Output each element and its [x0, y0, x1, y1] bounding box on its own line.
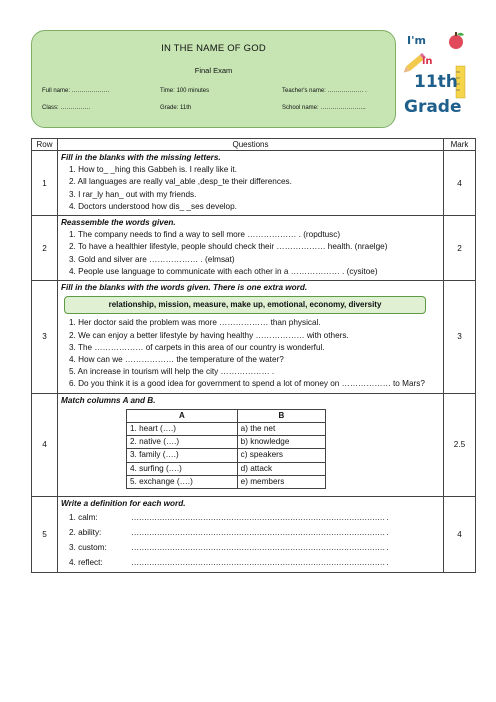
question-row-1 [32, 151, 476, 216]
mark-value: 2.5 [444, 393, 476, 496]
match-col-b-header: B [237, 409, 325, 422]
definition-row [61, 525, 440, 540]
question-title: Reassemble the words given. [61, 218, 176, 228]
row-number: 3 [32, 281, 58, 394]
match-a: 5. exchange (….) [127, 475, 238, 488]
questions-table [31, 138, 476, 573]
logo-line-1: I'm [407, 34, 426, 47]
question-item: 2. To have a healthier lifestyle, people should check their ……………… health. (nraelge) [69, 242, 388, 252]
match-a: 2. native (….) [127, 436, 238, 449]
questions-header: Questions [58, 139, 444, 151]
mark-value: 2 [444, 216, 476, 281]
question-item: 1. How to_ _hing this Gabbeh is. I really like it. [69, 165, 237, 175]
grade-logo [404, 30, 468, 126]
row-number: 1 [32, 151, 58, 216]
question-item: 4. How can we ……………… the temperature of the water? [69, 355, 284, 365]
full-name-field: Full name: ………………. [42, 88, 110, 94]
question-row-5 [32, 497, 476, 573]
question-item: 4. People use language to communicate with each other in a ……………… . (cysitoe) [69, 266, 378, 276]
match-a: 1. heart (….) [127, 423, 238, 436]
time-field: Time: 100 minutes [160, 88, 210, 94]
question-item: 6. Do you think it is a good idea for government to spend a lot of money on ……………… to Mars? [69, 379, 425, 389]
question-cell [58, 216, 444, 281]
table-header-row [32, 139, 476, 151]
question-item: 3. I rar_ly han_ out with my friends. [69, 189, 197, 199]
logo-line-3: 11th [414, 72, 458, 92]
question-item: 3. The ……………… of carpets in this area of our country is wonderful. [69, 342, 325, 352]
school-name-field: School name: ………………….. [282, 105, 366, 111]
match-table [126, 409, 326, 489]
question-cell [58, 497, 444, 573]
match-b: b) knowledge [237, 436, 325, 449]
teacher-name-field: Teacher's name: ……………… . [282, 88, 367, 94]
question-item: 5. An increase in tourism will help the city ……………… . [69, 367, 275, 377]
row-header: Row [32, 139, 58, 151]
match-a: 4. surfing (….) [127, 462, 238, 475]
definition-word: 4. reflect: [69, 557, 103, 567]
definition-word: 1. calm: [69, 512, 98, 522]
logo-line-2: in [422, 56, 433, 67]
definition-word: 3. custom: [69, 542, 107, 552]
question-title: Fill in the blanks with the missing letters. [61, 153, 221, 162]
match-b: d) attack [237, 462, 325, 475]
question-cell [58, 393, 444, 496]
match-col-a-header: A [127, 409, 238, 422]
match-b: e) members [237, 475, 325, 488]
question-item: 3. Gold and silver are ……………… . (elmsat) [69, 254, 235, 264]
match-b: c) speakers [237, 449, 325, 462]
answer-line: ……………………………………………………………………………………… . [131, 542, 389, 552]
header-title: IN THE NAME OF GOD [161, 43, 266, 54]
logo-line-4: Grade [404, 97, 462, 117]
exam-header [31, 30, 396, 128]
question-item: 4. Doctors understood how dis_ _ses develop. [69, 201, 237, 211]
match-header-row [127, 409, 326, 422]
match-a: 3. family (….) [127, 449, 238, 462]
question-item: 2. All languages are really val_able ,desp_te their differences. [69, 177, 292, 187]
question-row-4 [32, 393, 476, 496]
header-subtitle: Final Exam [194, 66, 233, 75]
definition-word: 2. ability: [69, 527, 102, 537]
grade-field: Grade: 11th [160, 105, 192, 111]
question-title: Write a definition for each word. [61, 499, 186, 509]
answer-line: ……………………………………………………………………………………… . [131, 512, 389, 522]
match-b: a) the net [237, 423, 325, 436]
definition-row [61, 510, 440, 525]
match-row [127, 423, 326, 436]
question-title: Match columns A and B. [61, 395, 156, 405]
question-cell [58, 151, 444, 216]
match-row [127, 449, 326, 462]
question-row-3 [32, 281, 476, 394]
mark-value: 4 [444, 151, 476, 216]
mark-value: 4 [444, 497, 476, 573]
match-row [127, 436, 326, 449]
mark-header: Mark [444, 139, 476, 151]
word-bank: relationship, mission, measure, make up, emotional, economy, diversity [64, 296, 426, 314]
row-number: 2 [32, 216, 58, 281]
answer-line: ……………………………………………………………………………………… . [131, 557, 389, 567]
class-field: Class: …………… [42, 105, 91, 111]
answer-line: ……………………………………………………………………………………… . [131, 527, 389, 537]
question-item: 2. We can enjoy a better lifestyle by having healthy ……………… with others. [69, 330, 349, 340]
row-number: 4 [32, 393, 58, 496]
question-title: Fill in the blanks with the words given. There is one extra word. [61, 283, 308, 293]
question-row-2 [32, 216, 476, 281]
definition-row [61, 555, 440, 570]
row-number: 5 [32, 497, 58, 573]
match-row [127, 462, 326, 475]
definition-row [61, 540, 440, 555]
match-row [127, 475, 326, 488]
question-item: 1. Her doctor said the problem was more ……………… than physical. [69, 318, 321, 328]
mark-value: 3 [444, 281, 476, 394]
question-item: 1. The company needs to find a way to sell more ……………… . (ropdtusc) [69, 230, 341, 240]
question-cell [58, 281, 444, 394]
